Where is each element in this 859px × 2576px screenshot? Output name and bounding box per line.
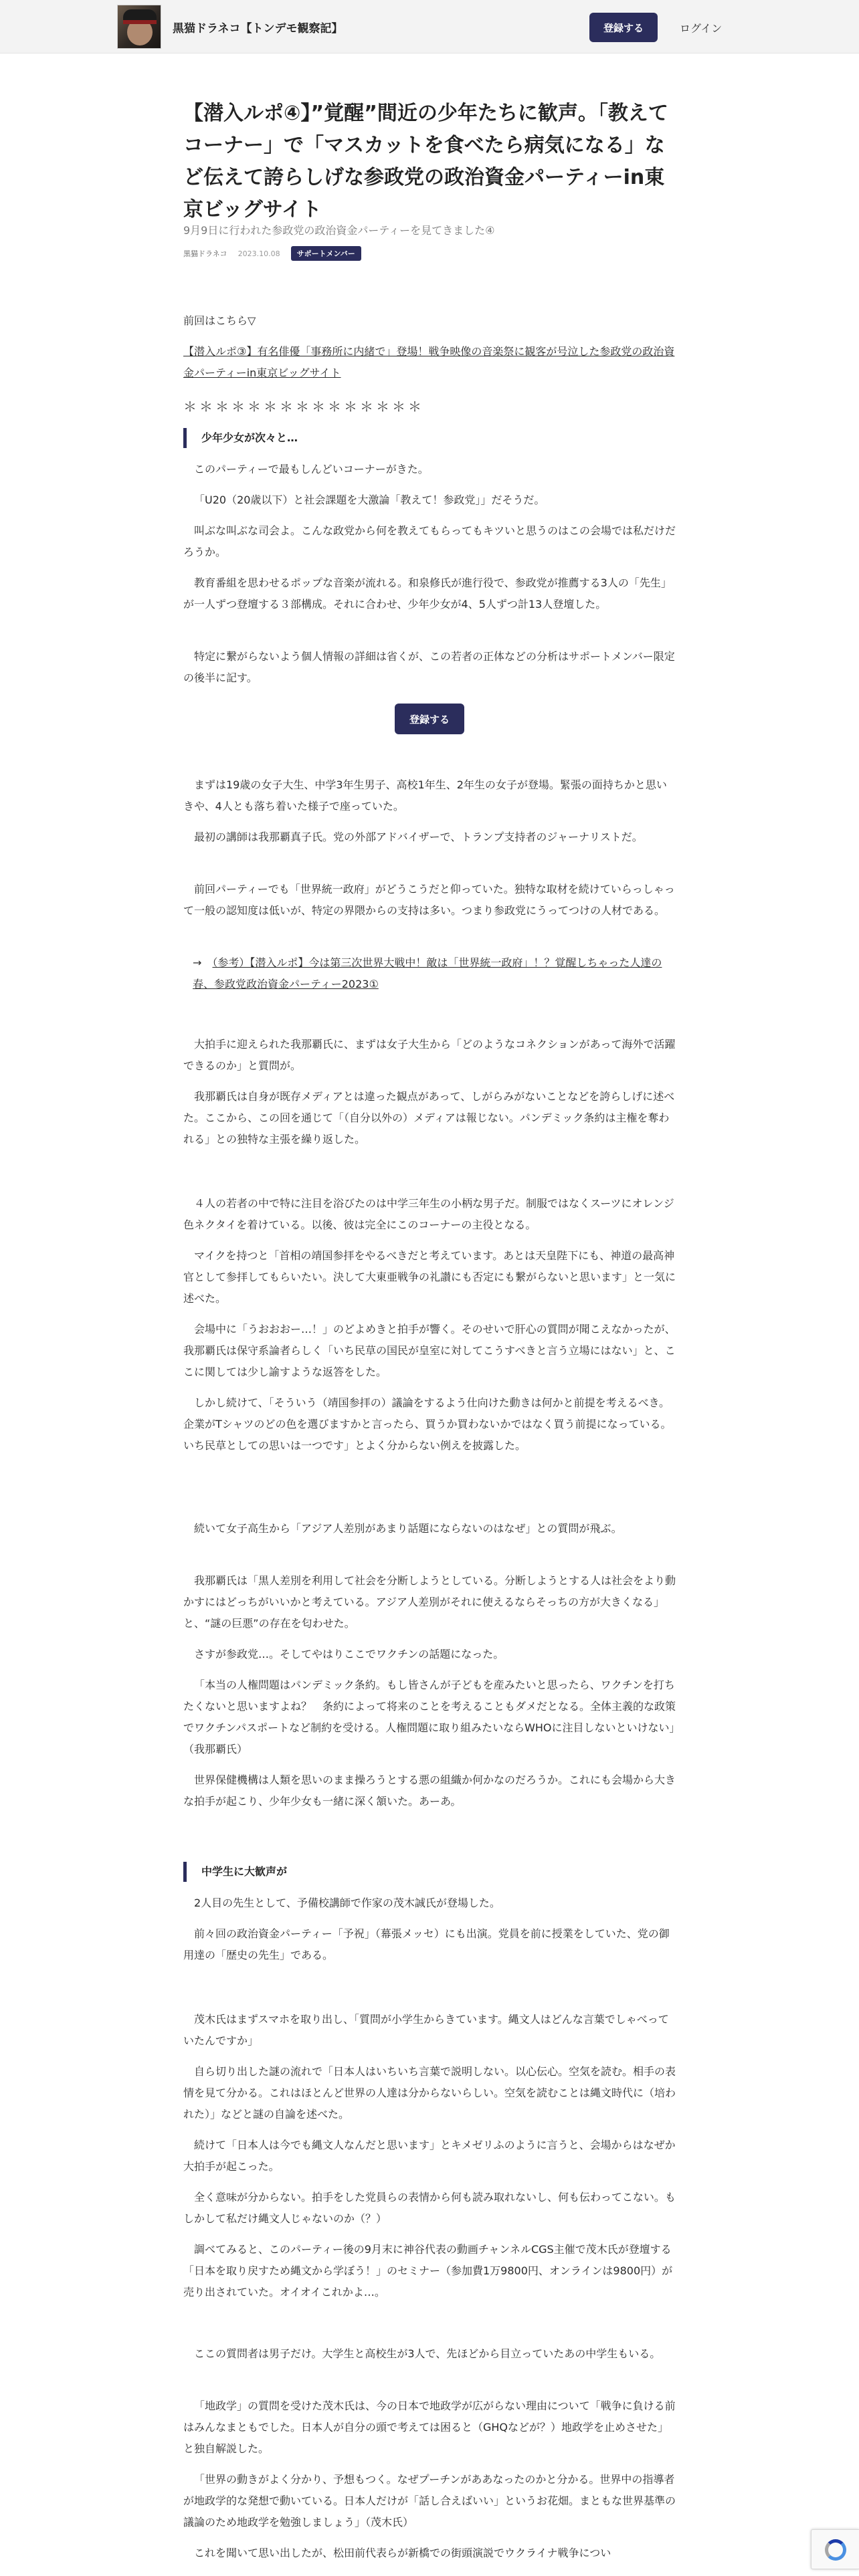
paragraph: 会場中に「うおおおー…！」のどよめきと拍手が響く。そのせいで肝心の質問が聞こえなかったが、我那覇氏は保守系論者らしく「いち民草の国民が皇室に対してこうすべきと言う立場にはない」と、ここに関しては少し諭すような返答をした。 xyxy=(183,1323,676,1378)
site-title[interactable]: 黒猫ドラネコ【トンデモ観察記】 xyxy=(173,22,343,35)
author-name[interactable]: 黒猫ドラネコ xyxy=(183,249,227,258)
support-member-badge: サポートメンバー xyxy=(291,246,361,261)
register-button-inline[interactable]: 登録する xyxy=(395,704,464,734)
paragraph: ４人の若者の中で特に注目を浴びたのは中学三年生の小柄な男子だ。制服ではなくスーツにオレンジ色ネクタイを着けている。以後、彼は完全にこのコーナーの主役となる。 xyxy=(183,1197,674,1231)
section-heading-2: 中学生に大歓声が xyxy=(183,1862,676,1882)
author-avatar[interactable] xyxy=(117,5,161,49)
paragraph: 特定に繋がらないよう個人情報の詳細は省くが、この若者の正体などの分析はサポートメンバー限定の後半に記す。 xyxy=(183,650,675,684)
separator-stars: ＊＊＊＊＊＊＊＊＊＊＊＊＊＊＊ xyxy=(183,399,424,415)
paragraph: さすが参政党…。そしてやはりここでワクチンの話題になった。 xyxy=(194,1648,504,1660)
intro-text: 前回はこちら▽ xyxy=(183,314,256,327)
publish-date: 2023.10.08 xyxy=(237,249,280,258)
article-meta xyxy=(183,246,361,261)
paragraph: 最初の講師は我那覇真子氏。党の外部アドバイザーで、トランプ支持者のジャーナリストだ。 xyxy=(194,831,643,843)
paragraph: 「U20（20歳以下）と社会課題を大激論「教えて！参政党」」だそうだ。 xyxy=(194,494,545,506)
paragraph: 茂木氏はまずスマホを取り出し、「質問が小学生からきています。縄文人はどんな言葉でしゃべっていたんですか」 xyxy=(183,2013,669,2047)
reference-link[interactable]: → （参考）【潜入ルポ】今は第三次世界大戦中！敵は「世界統一政府」！？覚醒しちゃった人達の春、参政党政治資金パーティー2023① xyxy=(193,956,662,990)
paragraph: 大拍手に迎えられた我那覇氏に、まずは女子大生から「どのようなコネクションがあって海外で活躍できるのか」と質問が。 xyxy=(183,1038,676,1072)
paragraph: 2人目の先生として、予備校講師で作家の茂木誠氏が登場した。 xyxy=(194,1897,500,1909)
paragraph: 調べてみると、このパーティー後の9月末に神谷代表の動画チャンネルCGS主催で茂木氏が登壇する「日本を取り戻すため縄文から学ぼう！」のセミナー（参加費1万9800円、オンラインは9800円）が売り出されていた。オイオイこれかよ…。 xyxy=(183,2243,673,2298)
paragraph: 全く意味が分からない。拍手をした党員らの表情から何も読み取れないし、何も伝わってこない。もしかして私だけ縄文人じゃないのか（？） xyxy=(183,2191,676,2225)
paragraph: 「本当の人権問題はパンデミック条約。もし皆さんが子どもを産みたいと思ったら、ワクチンを打ちたくないと思いますよね？ 条約によって将来のことを考えることもダメだとなる。全体主義的な政策でワクチンパスポートなど制約を受ける。人権問題に取り組みたいならWHOに注目しないといけない」（我那覇氏） xyxy=(183,1679,676,1755)
section-heading-1: 少年少女が次々と… xyxy=(183,428,676,448)
article-title: 【潜入ルポ④】”覚醒”間近の少年たちに歓声。「教えてコーナー」で「マスカットを食べたら病気になる」など伝えて誇らしげな参政党の政治資金パーティーin東京ビッグサイト xyxy=(183,102,668,221)
prev-article-link[interactable]: 【潜入ルポ③】有名俳優「事務所に内緒で」登場！戦争映像の音楽祭に観客が号泣した参政党の政治資金パーティーin東京ビッグサイト xyxy=(183,345,675,379)
paragraph: 叫ぶな叫ぶな司会よ。こんな政党から何を教えてもらってもキツいと思うのはこの会場では私だけだろうか。 xyxy=(183,524,676,558)
paragraph: 「地政学」の質問を受けた茂木氏は、今の日本で地政学が広がらない理由について「戦争に負ける前はみんなまともでした。日本人が自分の頭で考えては困ると（GHQなどが？）地政学を止めさせた」と独自解説した。 xyxy=(183,2399,676,2455)
paragraph: このパーティーで最もしんどいコーナーがきた。 xyxy=(194,463,429,475)
paragraph: 「世界の動きがよく分かり、予想もつく。なぜプーチンがああなったのかと分かる。世界中の指導者が地政学的な発想で動いている。日本人だけが「話し合えばいい」というお花畑。まともな世界基準の議論のため地政学を勉強しましょう」（茂木氏） xyxy=(183,2473,676,2529)
arrow-icon: → xyxy=(193,956,202,969)
paragraph: 続けて「日本人は今でも縄文人なんだと思います」とキメゼリふのように言うと、会場からはなぜか大拍手が起こった。 xyxy=(183,2139,676,2173)
paragraph: まずは19歳の女子大生、中学3年生男子、高校1年生、2年生の女子が登場。緊張の面持ちかと思いきや、4人とも落ち着いた様子で座っていた。 xyxy=(183,778,667,813)
site-header xyxy=(0,0,859,53)
paragraph: しかし続けて、「そういう（靖国参拝の）議論をするよう仕向けた動きは何かと前提を考えるべき。企業がTシャツのどの色を選びますかと言ったら、買うか買わないかではなく買う前提になっている。いち民草としての思いは一つです」とよく分からない例えを披露した。 xyxy=(183,1396,672,1452)
paragraph: 続いて女子高生から「アジア人差別があまり話題にならないのはなぜ」との質問が飛ぶ。 xyxy=(194,1522,622,1535)
paragraph: マイクを持つと「首相の靖国参拝をやるべきだと考えています。あとは天皇陛下にも、神道の最高神官として参拝してもらいたい。決して大東亜戦争の礼讃にも否定にも繋がらないと思います」と一気に述べた。 xyxy=(183,1249,676,1305)
paragraph: 我那覇氏は自身が既存メディアとは違った観点があって、しがらみがないことなどを誇らしげに述べた。ここから、この回を通じて「（自分以外の）メディアは報じない。パンデミック条約は主権を奪われる」との独特な主張を繰り返した。 xyxy=(183,1090,675,1146)
paragraph: 前回パーティーでも「世界統一政府」がどうこうだと仰っていた。独特な取材を続けていらっしゃって一般の認知度は低いが、特定の界隈からの支持は多い。つまり参政党にうってつけの人材である。 xyxy=(183,883,675,917)
login-link[interactable]: ログイン xyxy=(680,22,723,35)
recaptcha-icon xyxy=(825,2539,846,2561)
paragraph: 教育番組を思わせるポップな音楽が流れる。和泉修氏が進行役で、参政党が推薦する3人の「先生」が一人ずつ登壇する３部構成。それに合わせ、少年少女が4、5人ずつ計13人登壇した。 xyxy=(183,576,672,611)
avatar-hat-band xyxy=(123,20,157,24)
paragraph: 我那覇氏は「黒人差別を利用して社会を分断しようとしている。分断しようとする人は社会をより動かすにはどっちがいいかと考えている。アジア人差別がそれに使えるならそっちの方が大きくなる」と、“謎の巨悪”の存在を匂わせた。 xyxy=(183,1574,676,1630)
paragraph: 前々回の政治資金パーティー「予祝」（幕張メッセ）にも出演。党員を前に授業をしていた、党の御用達の「歴史の先生」である。 xyxy=(183,1927,670,1961)
paragraph: 世界保健機構は人類を思いのまま操ろうとする悪の組織か何かなのだろうか。これにも会場から大きな拍手が起こり、少年少女も一緒に深く頷いた。あーあ。 xyxy=(183,1774,676,1808)
paragraph: これを聞いて思い出したが、松田前代表らが新橋での街頭演説でウクライナ戦争につい xyxy=(194,2547,611,2559)
article-subtitle: 9月9日に行われた参政党の政治資金パーティーを見てきました④ xyxy=(183,224,495,237)
register-button[interactable]: 登録する xyxy=(589,13,658,42)
recaptcha-badge[interactable] xyxy=(811,2529,859,2569)
paragraph: ここの質問者は男子だけ。大学生と高校生が3人で、先ほどから目立っていたあの中学生もいる。 xyxy=(194,2347,661,2360)
paragraph: 自ら切り出した謎の流れで「日本人はいちいち言葉で説明しない。以心伝心。空気を読む。相手の表情を見て分かる。これはほとんど世界の人達は分からないらしい。空気を読むことは縄文時代に（培われた）」などと謎の自論を述べた。 xyxy=(183,2065,676,2121)
